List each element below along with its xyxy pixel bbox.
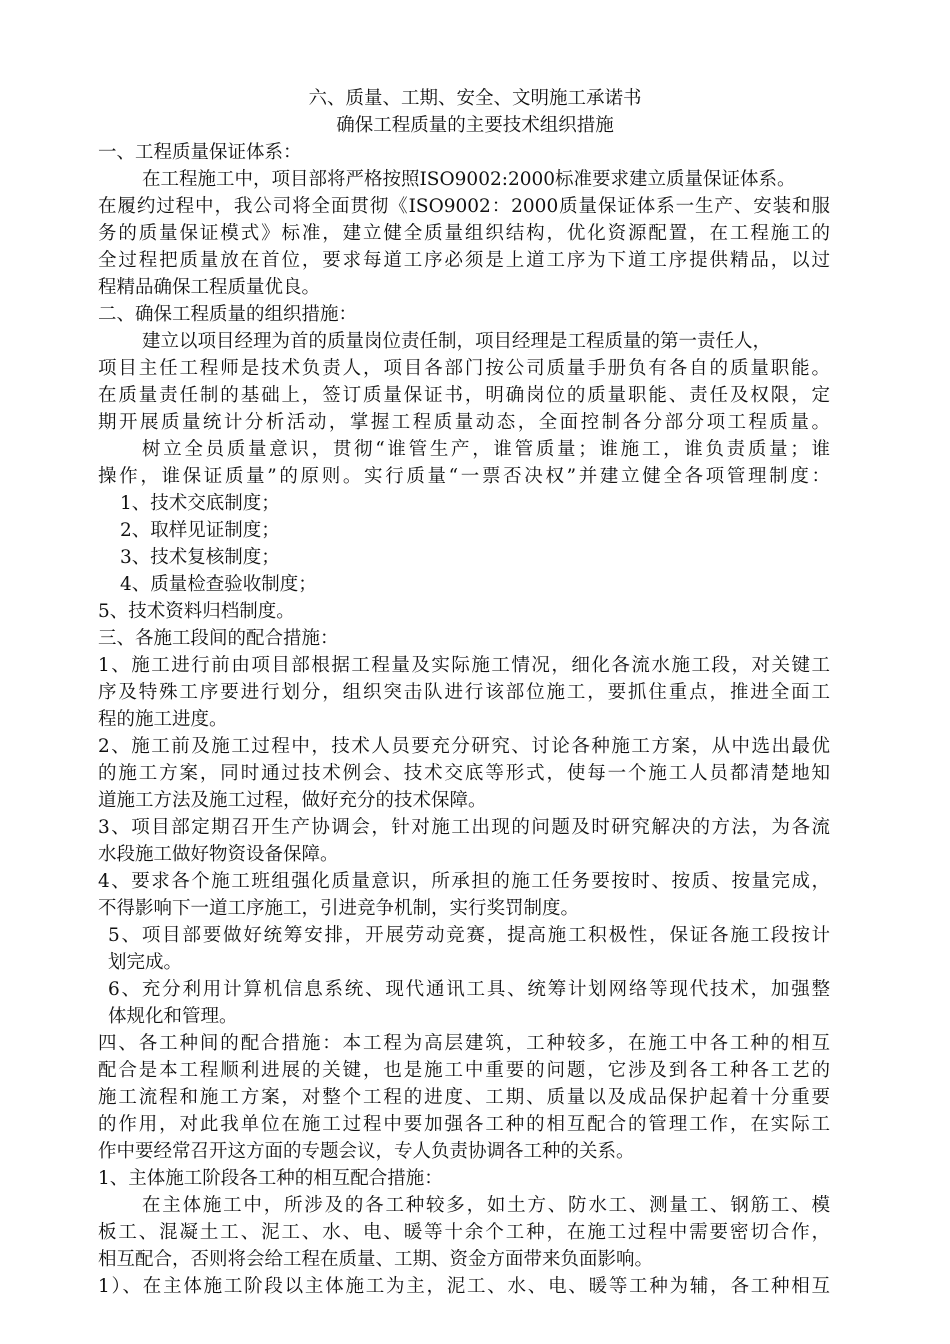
text-line: 5、技术资料归档制度。 xyxy=(98,601,295,622)
text-line: 4、质量检查验收制度； xyxy=(120,574,317,595)
text-line: 的作用，对此我单位在施工过程中要加强各工种的相互配合的管理工作，在实际工 xyxy=(98,1114,830,1135)
text-line: 板工、混凝土工、泥工、水、电、暖等十余个工种，在施工过程中需要密切合作， xyxy=(98,1222,830,1243)
text-line: 树立全员质量意识，贯彻“谁管生产，谁管质量；谁施工，谁负责质量；谁 xyxy=(142,439,830,460)
text-line: 3、技术复核制度； xyxy=(120,547,280,568)
text-line: 相互配合，否则将会给工程在质量、工期、资金方面带来负面影响。 xyxy=(98,1249,654,1270)
text-line: 施工流程和施工方案，对整个工程的进度、工期、质量以及成品保护起着十分重要 xyxy=(98,1087,830,1108)
text-line: 1、技术交底制度； xyxy=(120,493,280,514)
text-line: 水段施工做好物资设备保障。 xyxy=(98,844,339,865)
text-line: 四、各工种间的配合措施：本工程为高层建筑，工种较多，在施工中各工种的相互 xyxy=(98,1033,830,1054)
text-line: 不得影响下一道工序施工，引进竞争机制，实行奖罚制度。 xyxy=(98,898,580,919)
text-line: 的施工方案，同时通过技术例会、技术交底等形式，使每一个施工人员都清楚地知 xyxy=(98,763,830,784)
text-line: 三、各施工段间的配合措施： xyxy=(98,628,339,649)
text-line: 在工程施工中，项目部将严格按照ISO9002:2000标准要求建立质量保证体系。 xyxy=(142,169,796,190)
text-line: 配合是本工程顺利进展的关键，也是施工中重要的问题，它涉及到各工种各工艺的 xyxy=(98,1060,830,1081)
text-line: 作中要经常召开这方面的专题会议，专人负责协调各工种的关系。 xyxy=(98,1141,635,1162)
text-line: 3、项目部定期召开生产协调会，针对施工出现的问题及时研究解决的方法，为各流 xyxy=(98,817,830,838)
text-line: 2、取样见证制度； xyxy=(120,520,280,541)
text-line: 体规化和管理。 xyxy=(108,1006,238,1027)
document-subtitle: 确保工程质量的主要技术组织措施 xyxy=(336,115,614,136)
text-line: 操作，谁保证质量”的原则。实行质量“一票否决权”并建立健全各项管理制度： xyxy=(98,466,830,487)
text-line: 划完成。 xyxy=(108,952,183,973)
text-line: 4、要求各个施工班组强化质量意识，所承担的施工任务要按时、按质、按量完成， xyxy=(98,871,830,892)
text-line: 程的施工进度。 xyxy=(98,709,228,730)
text-line: 在履约过程中，我公司将全面贯彻《ISO9002：2000质量保证体系一生产、安装和服 xyxy=(98,196,830,217)
text-line: 1）、在主体施工阶段以主体施工为主，泥工、水、电、暖等工种为辅，各工种相互 xyxy=(98,1276,830,1297)
text-line: 1、施工进行前由项目部根据工程量及实际施工情况，细化各流水施工段，对关键工 xyxy=(98,655,830,676)
text-line: 二、确保工程质量的组织措施： xyxy=(98,304,358,325)
text-line: 项目主任工程师是技术负责人，项目各部门按公司质量手册负有各自的质量职能。 xyxy=(98,358,830,379)
text-line: 建立以项目经理为首的质量岗位责任制，项目经理是工程质量的第一责任人， xyxy=(142,331,772,352)
document-title: 六、质量、工期、安全、文明施工承诺书 xyxy=(308,88,642,109)
text-line: 道施工方法及施工过程，做好充分的技术保障。 xyxy=(98,790,487,811)
text-line: 在主体施工中，所涉及的各工种较多，如土方、防水工、测量工、钢筋工、模 xyxy=(142,1195,830,1216)
text-line: 2、施工前及施工过程中，技术人员要充分研究、讨论各种施工方案，从中选出最优 xyxy=(98,736,830,757)
text-line: 期开展质量统计分析活动，掌握工程质量动态，全面控制各分部分项工程质量。 xyxy=(98,412,830,433)
text-line: 务的质量保证模式》标准，建立健全质量组织结构，优化资源配置，在工程施工的 xyxy=(98,223,830,244)
text-line: 程精品确保工程质量优良。 xyxy=(98,277,321,298)
text-line: 在质量责任制的基础上，签订质量保证书，明确岗位的质量职能、责任及权限，定 xyxy=(98,385,830,406)
text-line: 5、项目部要做好统筹安排，开展劳动竞赛，提高施工积极性，保证各施工段按计 xyxy=(108,925,830,946)
text-line: 序及特殊工序要进行划分，组织突击队进行该部位施工，要抓住重点，推进全面工 xyxy=(98,682,830,703)
text-line: 一、工程质量保证体系： xyxy=(98,142,302,163)
text-line: 全过程把质量放在首位，要求每道工序必须是上道工序为下道工序提供精品，以过 xyxy=(98,250,830,271)
text-line: 1、主体施工阶段各工种的相互配合措施： xyxy=(98,1168,443,1189)
text-line: 6、充分利用计算机信息系统、现代通讯工具、统筹计划网络等现代技术，加强整 xyxy=(108,979,830,1000)
